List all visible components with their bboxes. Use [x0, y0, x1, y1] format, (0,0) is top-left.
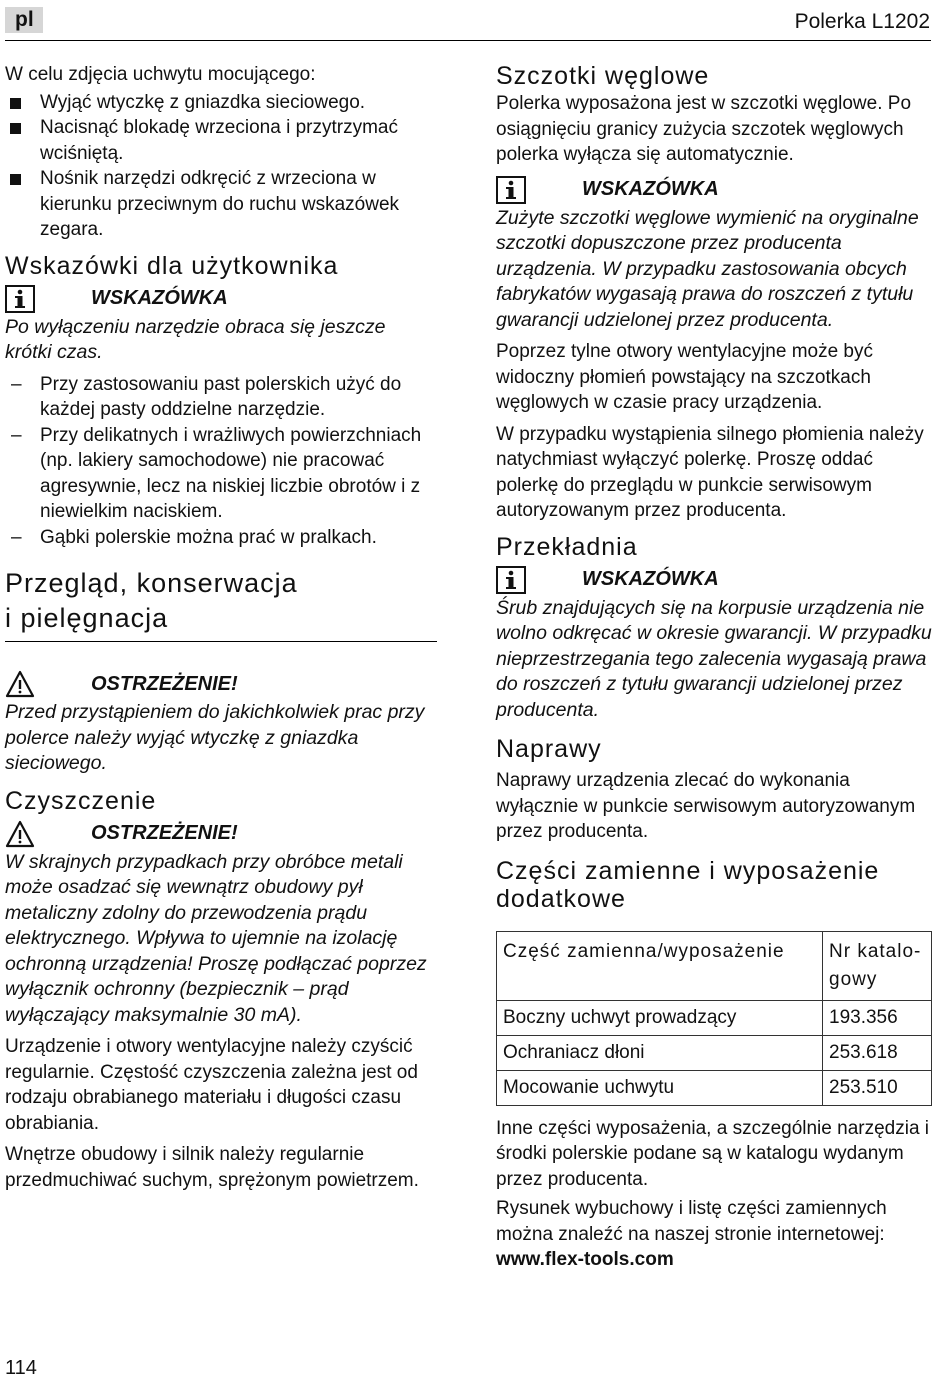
section-heading-parts: Części zamienne i wyposażenie dodatkowe [496, 856, 880, 913]
paragraph: Naprawy urządzenia zlecać do wykonania wyłącznie w punkcie serwisowym autoryzowanym przez producenta. [496, 770, 916, 842]
list-item: – Przy zastosowaniu past polerskich użyć do każdej pasty oddzielne narzędzie. [11, 373, 402, 420]
paragraph: W przypadku wystąpienia silnego płomienia należy natychmiast wyłączyć polerkę. Proszę oddać polerkę do przeglądu w punkcie serwisowym autoryzowanym przez producenta. [496, 423, 924, 521]
language-badge: pl [5, 7, 43, 33]
paragraph: Urządzenie i otwory wentylacyjne należy czyścić regularnie. Częstość czyszczenia zależna jest od rodzaju obrabianego materiału i długości czasu obrabiania. [5, 1036, 418, 1134]
table-header-row [497, 931, 932, 1000]
info-icon [5, 285, 35, 313]
warning-icon [5, 670, 35, 698]
page-number: 114 [5, 1357, 37, 1379]
paragraph: Inne części wyposażenia, a szczególnie narzędzia i środki polerskie podane są w katalogu wydanym przez producenta. [496, 1117, 930, 1190]
right-column [496, 62, 932, 1273]
note-label: WSKAZÓWKA [91, 287, 228, 309]
table-cell: Boczny uchwyt prowadzący [497, 1000, 823, 1035]
section-heading-maintenance-line1: Przegląd, konserwacja [5, 568, 298, 598]
note-text: Zużyte szczotki węglowe wymienić na oryginalne szczotki dopuszczone przez producenta urządzenia. W przypadku zastosowania obcych fabrykatów wygasają prawa do roszczeń z tytułu gwarancji udzielonej przez producenta. [496, 206, 919, 331]
warning-text: Przed przystąpieniem do jakichkolwiek prac przy polerce należy wyjąć wtyczkę z gniazdka sieciowego. [5, 701, 425, 774]
list-item: Nacisnąć blokadę wrzeciona i przytrzymać wciśniętą. [5, 115, 437, 166]
paragraph: Polerka wyposażona jest w szczotki węglowe. Po osiągnięciu granicy zużycia szczotek węglowych polerka wyłącza się automatycznie. [496, 93, 912, 165]
table-cell: 193.356 [823, 1000, 932, 1035]
table-row [497, 1000, 932, 1035]
table-header-cell: Część zamienna/wyposażenie [497, 931, 823, 1000]
header-divider [5, 40, 931, 41]
paragraph: Rysunek wybuchowy i listę części zamiennych można znaleźć na naszej stronie internetowej: [496, 1198, 887, 1245]
website-url[interactable]: www.flex-tools.com [496, 1249, 674, 1270]
paragraph: Poprzez tylne otwory wentylacyjne może być widoczny płomień powstający na szczotkach węglowych w czasie pracy urządzenia. [496, 341, 873, 413]
note-label: WSKAZÓWKA [582, 178, 719, 200]
bullet-icon [10, 174, 21, 185]
warning-label: OSTRZEŻENIE! [91, 822, 238, 844]
section-heading-brushes: Szczotki węglowe [496, 62, 710, 90]
list-item: – Przy delikatnych i wrażliwych powierzchniach (np. lakiery samochodowe) nie pracować agresywnie, lecz na niskiej liczbie obrotów i z niewielkim naciskiem. [11, 424, 422, 522]
section-heading-maintenance-line2: i pielęgnacja [5, 603, 169, 633]
note-text: Po wyłączeniu narzędzie obraca się jeszcze krótki czas. [5, 315, 386, 363]
section-heading-user-tips: Wskazówki dla użytkownika [5, 251, 339, 280]
table-cell: Ochraniacz dłoni [497, 1035, 823, 1070]
parts-table [496, 931, 932, 1106]
tips-list [5, 372, 437, 551]
warning-text: W skrajnych przypadkach przy obróbce metali może osadzać się wewnątrz obudowy pył metaliczny zdolny do przewodzenia prądu elektrycznego. Wpływa to ujemnie na izolację ochronną urządzenia! Proszę podłączać poprzez wyłącznik ochronny (bezpiecznik – prąd wyłączający maksymalnie 30 mA). [5, 850, 427, 1026]
note-label: WSKAZÓWKA [582, 568, 719, 590]
bullet-icon [10, 98, 21, 109]
warning-icon [5, 820, 35, 848]
table-row [497, 1070, 932, 1105]
document-title: Polerka L1202 [794, 10, 930, 33]
table-cell: 253.618 [823, 1035, 932, 1070]
list-item: Nośnik narzędzi odkręcić z wrzeciona w kierunku przeciwnym do ruchu wskazówek zegara. [5, 166, 437, 243]
warning-header [5, 668, 437, 700]
section-heading-repairs: Naprawy [496, 735, 602, 763]
note-text: Śrub znajdujących się na korpusie urządzenia nie wolno odkręcać w okresie gwarancji. W przypadku nieprzestrzegania tego zalecenia wygasają prawa do roszczeń z tytułu gwarancji udzielonej przez producenta. [496, 596, 932, 721]
warning-label: OSTRZEŻENIE! [91, 672, 238, 695]
maintenance-heading [5, 566, 437, 636]
table-row [497, 1035, 932, 1070]
section-heading-cleaning: Czyszczenie [5, 786, 157, 815]
table-header-cell: Nr katalo-gowy [823, 931, 932, 1000]
removal-steps [5, 90, 437, 243]
info-icon [496, 176, 526, 204]
warning-header [5, 818, 437, 850]
table-cell: 253.510 [823, 1070, 932, 1105]
section-divider [5, 641, 437, 642]
info-icon [496, 566, 526, 594]
bullet-icon [10, 123, 21, 134]
list-item: – Gąbki polerskie można prać w pralkach. [11, 526, 377, 548]
left-column [5, 62, 437, 1193]
list-item: Wyjąć wtyczkę z gniazdka sieciowego. [5, 90, 437, 116]
table-cell: Mocowanie uchwytu [497, 1070, 823, 1105]
paragraph: Wnętrze obudowy i silnik należy regularnie przedmuchiwać suchym, sprężonym powietrzem. [5, 1144, 419, 1191]
note-header [5, 283, 437, 315]
section-heading-gear: Przekładnia [496, 532, 638, 561]
note-header [496, 174, 932, 206]
note-header [496, 564, 932, 596]
intro-text: W celu zdjęcia uchwytu mocującego: [5, 64, 316, 85]
